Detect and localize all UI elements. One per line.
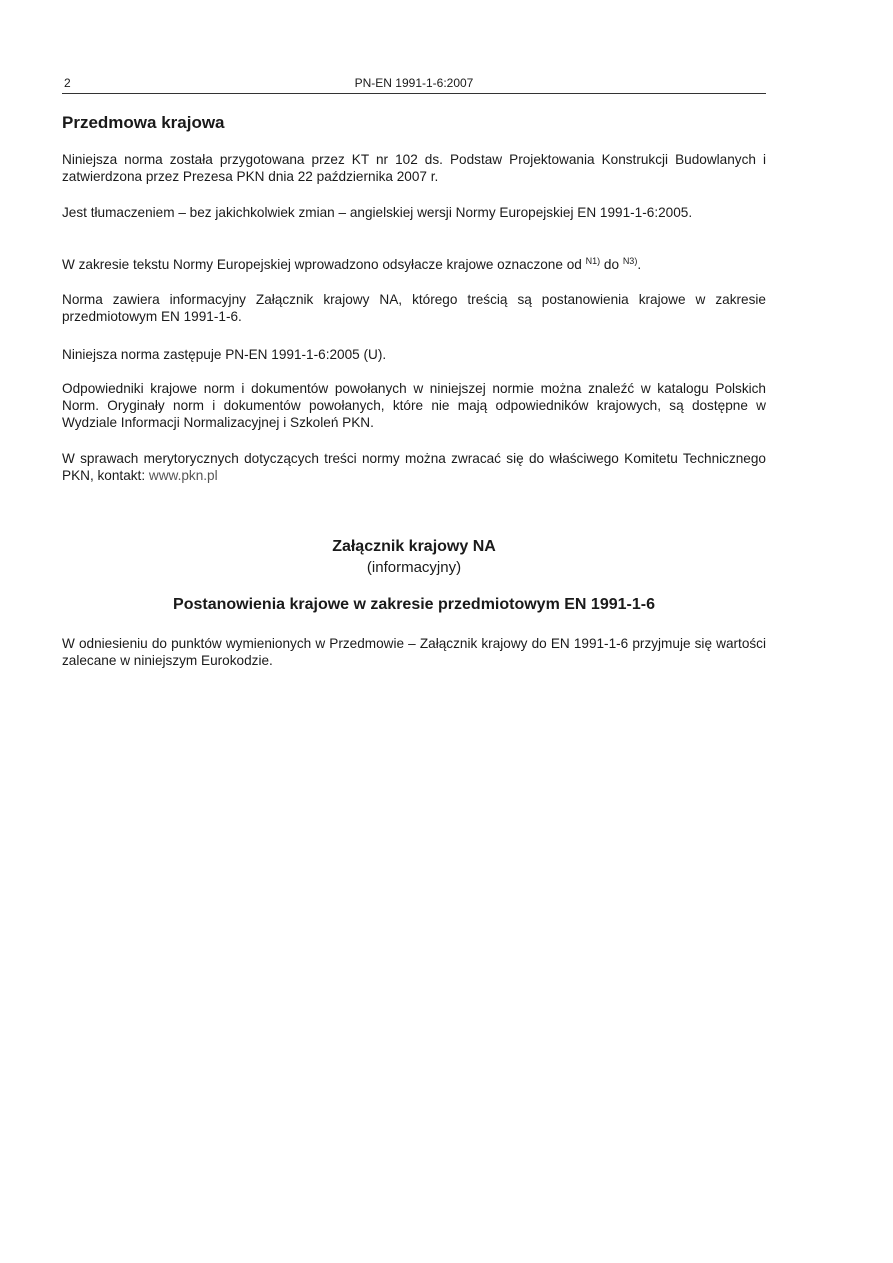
page-number: 2 <box>64 76 71 90</box>
document-id: PN-EN 1991-1-6:2007 <box>354 76 474 90</box>
annex-title: Załącznik krajowy NA <box>332 538 496 555</box>
foreword-paragraph-2: Jest tłumaczeniem – bez jakichkolwiek zmian – angielskiej wersji Normy Europejskiej EN 1991-1-6:2005. <box>62 205 693 220</box>
page-header <box>62 75 766 94</box>
foreword-paragraph-6: Odpowiedniki krajowe norm i dokumentów powołanych w niniejszej normie można znaleźć w katalogu Polskich Norm. Oryginały norm i dokumentów powołanych, które nie mają odpowiedników krajowych, są dostępne w Wydziale Informacji Normalizacyjnej i Szkoleń PKN. <box>62 381 766 430</box>
footnote-ref-n1: N1) <box>585 256 601 266</box>
footnote-ref-n3: N3) <box>622 256 638 266</box>
foreword-paragraph-3-mid: do <box>600 257 623 272</box>
foreword-paragraph-4: Norma zawiera informacyjny Załącznik krajowy NA, którego treścią są postanowienia krajowe w zakresie przedmiotowym EN 1991-1-6. <box>62 292 766 324</box>
foreword-paragraph-3-end: . <box>637 257 642 272</box>
foreword-paragraph-7 <box>62 450 766 484</box>
annex-subtitle: (informacyjny) <box>366 559 462 576</box>
foreword-title: Przedmowa krajowa <box>62 113 225 132</box>
annex-paragraph-1: W odniesieniu do punktów wymienionych w Przedmowie – Załącznik krajowy do EN 1991-1-6 przyjmuje się wartości zalecane w niniejszym Eurokodzie. <box>62 636 766 668</box>
foreword-paragraph-3-text: W zakresie tekstu Normy Europejskiej wprowadzono odsyłacze krajowe oznaczone od <box>62 257 586 272</box>
foreword-paragraph-7-text: W sprawach merytorycznych dotyczących treści normy można zwracać się do właściwego Komitetu Technicznego PKN, kontakt: <box>62 451 766 483</box>
pkn-website-link[interactable]: www.pkn.pl <box>148 468 218 483</box>
foreword-paragraph-1: Niniejsza norma została przygotowana przez KT nr 102 ds. Podstaw Projektowania Konstrukcji Budowlanych i zatwierdzona przez Prezesa PKN dnia 22 października 2007 r. <box>62 152 766 184</box>
annex-heading: Postanowienia krajowe w zakresie przedmiotowym EN 1991-1-6 <box>173 596 655 613</box>
foreword-paragraph-3 <box>62 256 766 273</box>
foreword-paragraph-5: Niniejsza norma zastępuje PN-EN 1991-1-6:2005 (U). <box>62 347 387 362</box>
